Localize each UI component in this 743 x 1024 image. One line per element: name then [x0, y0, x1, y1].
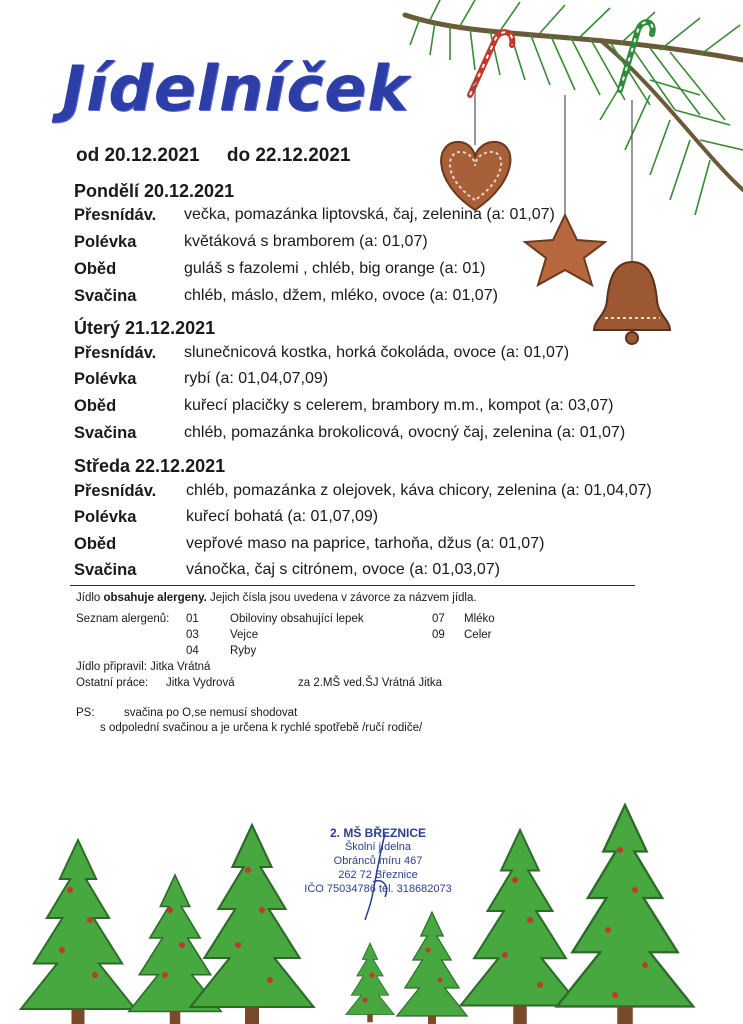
allergen-name: Ryby — [230, 645, 257, 657]
day-title-tuesday: Úterý 21.12.2021 — [74, 318, 216, 338]
meal-label: Svačina — [74, 424, 137, 442]
allergen-note-prefix: Jídlo — [76, 592, 104, 604]
meal-label: Svačina — [74, 287, 137, 305]
meal-label: Přesnídáv. — [74, 482, 157, 500]
other-work-label: Ostatní práce: — [76, 677, 149, 689]
meal-label: Přesnídáv. — [74, 344, 157, 362]
meal-text: vánočka, čaj s citrónem, ovoce (a: 01,03,07) — [186, 561, 500, 578]
meal-label: Polévka — [74, 233, 137, 251]
meal-row — [74, 287, 714, 313]
meal-row — [74, 206, 714, 232]
day-title-wednesday: Středa 22.12.2021 — [74, 456, 226, 476]
page-title: Jídelníček — [62, 52, 410, 125]
meal-text: kuřecí bohatá (a: 01,07,09) — [186, 508, 379, 525]
meal-text: slunečnicová kostka, horká čokoláda, ovoce (a: 01,07) — [184, 344, 570, 361]
allergen-code: 01 — [186, 613, 199, 625]
meal-label: Oběd — [74, 535, 117, 553]
allergen-code: 09 — [432, 629, 445, 641]
meal-row — [74, 260, 714, 286]
meal-text: květáková s bramborem (a: 01,07) — [184, 233, 428, 250]
meal-row — [74, 482, 714, 508]
date-to: do 22.12.2021 — [226, 145, 351, 166]
stamp-line: IČO 75034786 tel. 318682073 — [304, 883, 452, 895]
meal-label: Polévka — [74, 508, 137, 526]
stamp-line: Školní jídelna — [344, 841, 412, 853]
allergen-name: Celer — [464, 629, 492, 641]
allergen-name: Mléko — [464, 613, 495, 625]
meal-row — [74, 370, 714, 396]
stamp-title: 2. MŠ BŘEZNICE — [329, 826, 426, 840]
meal-label: Svačina — [74, 561, 137, 579]
stamp-line: 262 72 Březnice — [338, 869, 418, 881]
prepared-name: Jitka Vrátná — [150, 661, 211, 673]
other-work-name: Jitka Vydrová — [166, 677, 235, 689]
stamp-line: Obránců míru 467 — [333, 855, 423, 867]
meal-label: Polévka — [74, 370, 137, 388]
meal-row — [74, 535, 714, 561]
meal-row — [74, 424, 714, 450]
ps-label: PS: — [76, 707, 95, 719]
divider — [70, 585, 635, 586]
allergen-name: Obiloviny obsahující lepek — [230, 613, 364, 625]
meal-label: Oběd — [74, 397, 117, 415]
meal-label: Přesnídáv. — [74, 206, 157, 224]
allergen-list-label: Seznam alergenů: — [76, 613, 170, 625]
allergen-code: 04 — [186, 645, 199, 657]
meal-row — [74, 233, 714, 259]
meal-text: vepřové maso na paprice, tarhoňa, džus (a: 01,07) — [186, 535, 545, 552]
meal-row — [74, 397, 714, 423]
allergen-note-rest: Jejich čísla jsou uvedena v závorce za názvem jídla. — [206, 592, 477, 604]
meal-text: rybí (a: 01,04,07,09) — [184, 370, 329, 387]
prepared-label: Jídlo připravil: — [76, 661, 147, 673]
prepared-by — [76, 661, 210, 673]
meal-label: Oběd — [74, 260, 117, 278]
allergen-note-bold: obsahuje alergeny. — [103, 592, 207, 604]
meal-text: chléb, pomazánka brokolicová, ovocný čaj, zelenina (a: 01,07) — [184, 424, 626, 441]
meal-text: kuřecí placičky s celerem, brambory m.m., kompot (a: 03,07) — [184, 397, 614, 414]
day-title-monday: Pondělí 20.12.2021 — [74, 181, 235, 201]
allergen-code: 03 — [186, 629, 199, 641]
meal-row — [74, 508, 714, 534]
head-of-kitchen: za 2.MŠ ved.ŠJ Vrátná Jitka — [298, 677, 443, 689]
ps-line-1: svačina po O,se nemusí shodovat — [124, 707, 298, 719]
christmas-trees-decoration — [0, 770, 743, 1024]
ps-line-2: s odpolední svačinou a je určena k rychlé spotřebě /ručí rodiče/ — [100, 722, 423, 734]
date-from: od 20.12.2021 — [76, 145, 200, 166]
meal-text: chléb, máslo, džem, mléko, ovoce (a: 01,07) — [184, 287, 498, 304]
allergen-code: 07 — [432, 613, 445, 625]
allergen-name: Vejce — [230, 629, 259, 641]
meal-row — [74, 344, 714, 370]
meal-text: večka, pomazánka liptovská, čaj, zelenina (a: 01,07) — [184, 206, 555, 223]
allergen-note — [76, 592, 477, 604]
date-range — [76, 145, 372, 167]
meal-row — [74, 561, 714, 587]
meal-text: chléb, pomazánka z olejovek, káva chicory, zelenina (a: 01,04,07) — [186, 482, 652, 499]
meal-text: guláš s fazolemi , chléb, big orange (a: 01) — [184, 260, 486, 277]
